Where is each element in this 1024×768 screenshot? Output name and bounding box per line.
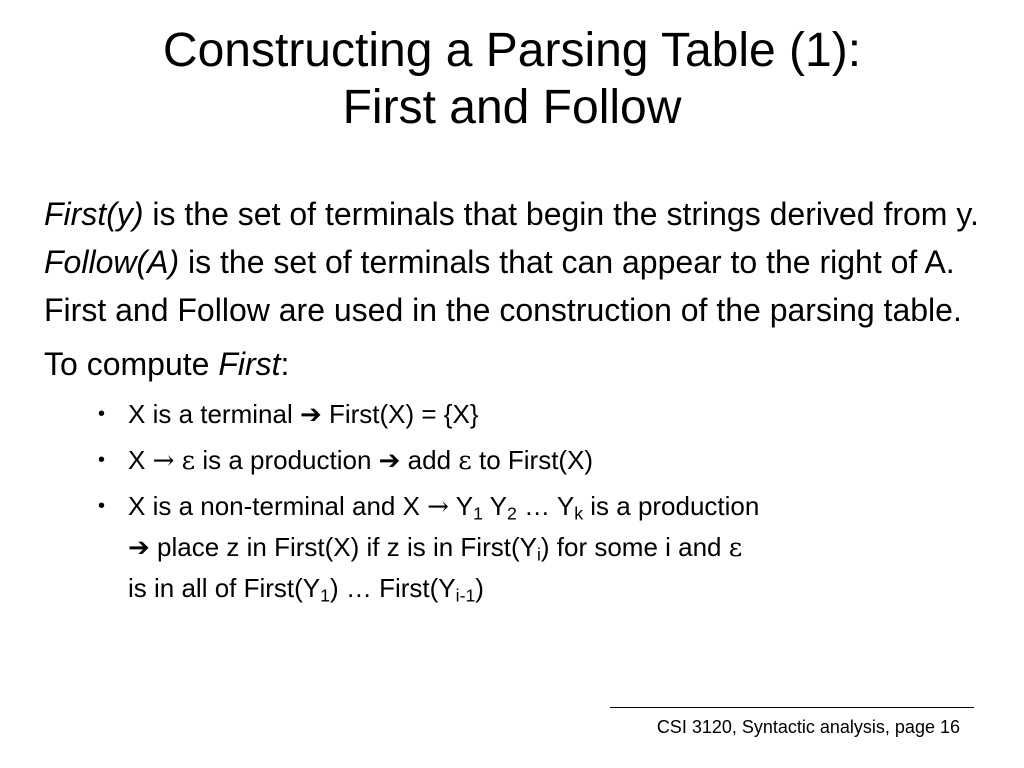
subscript: i-1: [455, 585, 476, 606]
implies-arrow-icon: ➔: [128, 533, 150, 563]
bullet-text: Y: [448, 491, 474, 521]
paragraph-compute-first: [44, 340, 984, 388]
subscript: 1: [320, 585, 330, 606]
slide-title: [40, 22, 984, 136]
epsilon-symbol: ε: [728, 533, 743, 563]
subscript: k: [574, 503, 584, 524]
bullet-item-terminal: [44, 394, 984, 435]
paragraph-text: To compute: [44, 346, 219, 382]
footer-caption: CSI 3120, Syntactic analysis, page 16: [656, 717, 960, 737]
bullet-list: [44, 394, 984, 608]
subscript: i: [536, 544, 541, 565]
bullet-text: ): [475, 573, 484, 603]
bullet-text: … Y: [516, 491, 575, 521]
slide-body: [44, 190, 984, 613]
term-follow-a: Follow(A): [44, 244, 180, 280]
bullet-text: place z in First(X) if z is in First(Y: [149, 532, 537, 562]
slide-title-line-2: First and Follow: [342, 81, 682, 134]
epsilon-symbol: ε: [181, 446, 196, 476]
bullet-text: ) for some i and: [540, 532, 729, 562]
bullet-text: to First(X): [471, 445, 594, 475]
bullet-item-nonterminal: [44, 486, 984, 608]
bullet-text: ) … First(Y: [330, 573, 456, 603]
slide-title-line-1: Constructing a Parsing Table (1):: [162, 24, 862, 77]
implies-arrow-icon: ➔: [299, 400, 322, 430]
bullet-text: add: [400, 445, 459, 475]
paragraph-text: is the set of terminals that can appear to the right of A. First and Follow are used in the construction of the parsing table.: [44, 244, 962, 328]
bullet-text: First(X) = {X}: [321, 399, 479, 429]
implies-arrow-icon: ➔: [378, 446, 401, 476]
bullet-text: [174, 445, 181, 475]
paragraph-text: is the set of terminals that begin the strings derived from y.: [143, 196, 979, 232]
footer-divider: [610, 707, 974, 708]
bullet-dot: •: [98, 403, 106, 425]
bullet-text: is a production: [195, 445, 379, 475]
production-arrow-icon: →: [152, 446, 175, 476]
bullet-dot: •: [98, 449, 106, 471]
term-first: First: [218, 346, 281, 382]
subscript: 1: [473, 503, 483, 524]
epsilon-symbol: ε: [458, 446, 472, 476]
bullet-dot: •: [98, 495, 106, 517]
bullet-text: Y: [482, 491, 508, 521]
bullet-text: X is a terminal: [128, 399, 300, 429]
paragraph-text: :: [280, 346, 290, 382]
production-arrow-icon: →: [427, 492, 449, 522]
term-first-y: First(y): [44, 196, 144, 232]
bullet-text: X: [128, 445, 153, 475]
bullet-item-epsilon-production: [44, 440, 984, 481]
subscript: 2: [507, 503, 517, 524]
bullet-text: is a production: [583, 491, 760, 521]
paragraph-definitions: [44, 190, 984, 334]
bullet-text: is in all of First(Y: [128, 573, 321, 603]
bullet-text: X is a non-terminal and X: [128, 491, 428, 521]
